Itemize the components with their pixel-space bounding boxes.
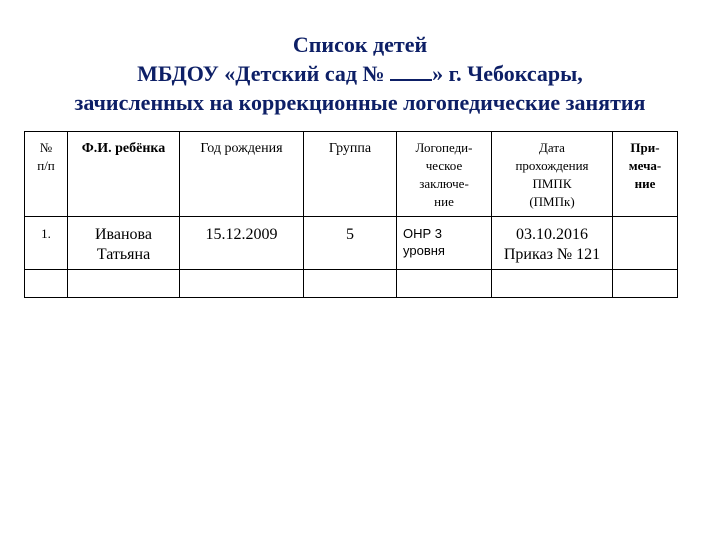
- header-birth-year: Год рождения: [180, 132, 304, 217]
- title-line-3: зачисленных на коррекционные логопедические занятия: [74, 90, 646, 115]
- header-number: № п/п: [25, 132, 68, 217]
- document-title: [0, 30, 720, 117]
- cell-child-name: Иванова Татьяна: [68, 217, 180, 270]
- empty-cell: [492, 270, 613, 298]
- header-note: При- меча- ние: [613, 132, 678, 217]
- empty-cell: [304, 270, 397, 298]
- children-table: [24, 131, 678, 298]
- kindergarten-number-blank: [390, 61, 432, 81]
- empty-cell: [180, 270, 304, 298]
- header-group: Группа: [304, 132, 397, 217]
- cell-birth-date: 15.12.2009: [180, 217, 304, 270]
- header-speech-conclusion: Логопеди- ческое заключе- ние: [397, 132, 492, 217]
- cell-group: 5: [304, 217, 397, 270]
- title-line-2-end: » г. Чебоксары,: [432, 61, 583, 86]
- title-line-2: [0, 59, 720, 88]
- header-pmpk-date: Дата прохождения ПМПК (ПМПк): [492, 132, 613, 217]
- table-row: [25, 217, 678, 270]
- table-header-row: [25, 132, 678, 217]
- cell-pmpk-date: 03.10.2016 Приказ № 121: [492, 217, 613, 270]
- empty-cell: [397, 270, 492, 298]
- empty-cell: [25, 270, 68, 298]
- empty-cell: [68, 270, 180, 298]
- cell-number: 1.: [25, 217, 68, 270]
- cell-note: [613, 217, 678, 270]
- header-child-name: Ф.И. ребёнка: [68, 132, 180, 217]
- cell-speech-conclusion: ОНР 3 уровня: [397, 217, 492, 270]
- table-row-empty: [25, 270, 678, 298]
- title-line-2-start: МБДОУ «Детский сад №: [137, 61, 391, 86]
- title-line-1: Список детей: [292, 32, 428, 57]
- empty-cell: [613, 270, 678, 298]
